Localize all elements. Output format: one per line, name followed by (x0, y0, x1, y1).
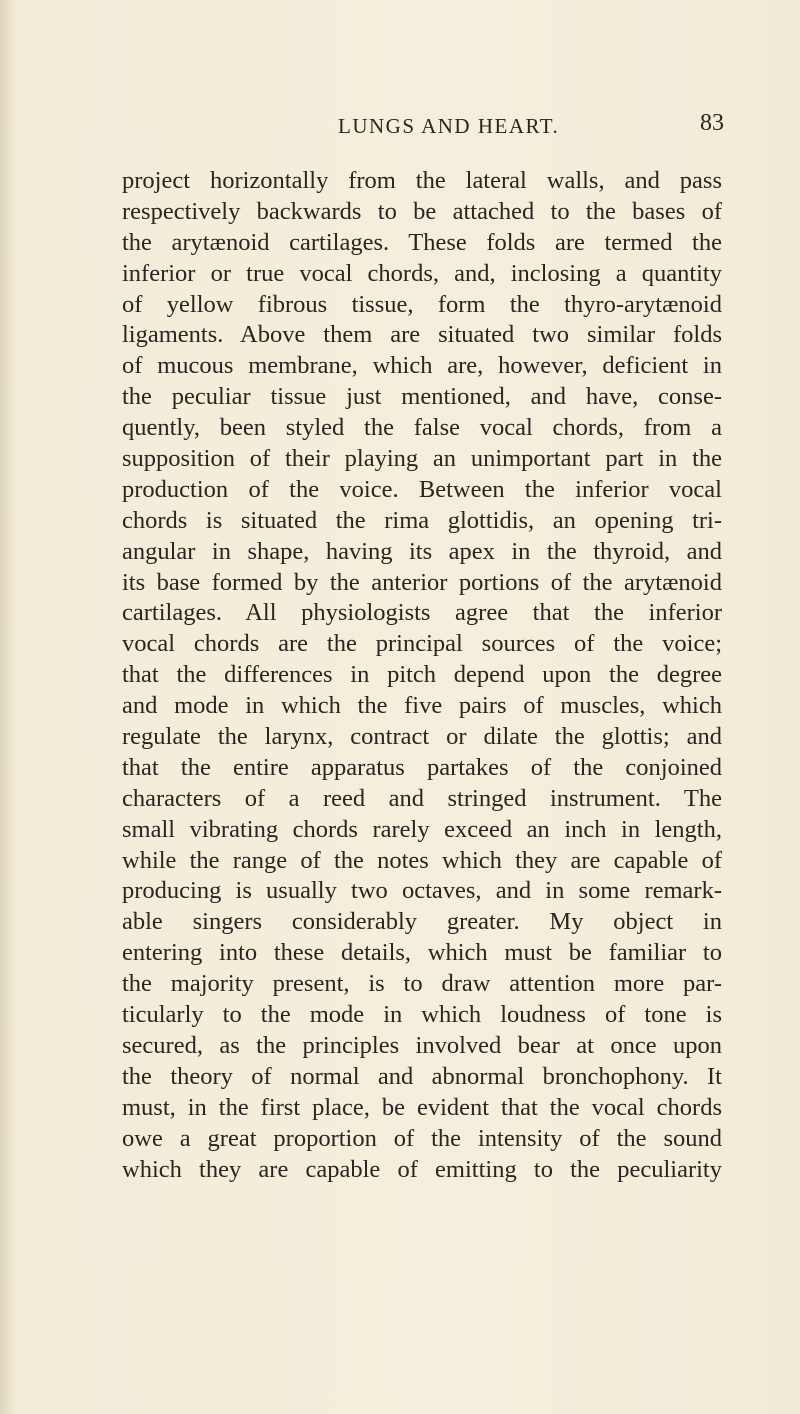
running-head (0, 88, 800, 138)
text-line: and mode in which the five pairs of muscles, which (122, 692, 722, 720)
text-line: respectively backwards to be attached to the bases of (122, 197, 722, 225)
text-line: of mucous membrane, which are, however, deficient in (122, 352, 722, 380)
text-line: ligaments. Above them are situated two similar folds (122, 321, 722, 349)
text-line: small vibrating chords rarely exceed an inch in length, (122, 815, 722, 843)
text-line: which they are capable of emitting to the peculiarity (122, 1155, 722, 1183)
gutter-shadow (0, 0, 14, 1414)
text-line: entering into these details, which must be familiar to (122, 939, 722, 967)
text-line: chords is situated the rima glottidis, an opening tri- (122, 506, 722, 534)
text-line: production of the voice. Between the inferior vocal (122, 475, 722, 503)
text-line: the peculiar tissue just mentioned, and have, conse- (122, 383, 722, 411)
running-head-title: LUNGS AND HEART. (338, 114, 560, 138)
text-line: that the differences in pitch depend upon the degree (122, 661, 722, 689)
text-line: ticularly to the mode in which loudness of tone is (122, 1001, 722, 1029)
text-line: must, in the first place, be evident that the vocal chords (122, 1093, 722, 1121)
text-line: while the range of the notes which they are capable of (122, 846, 722, 874)
text-line: secured, as the principles involved bear at once upon (122, 1031, 722, 1059)
text-line: vocal chords are the principal sources of the voice; (122, 630, 722, 658)
text-line: the theory of normal and abnormal bronchophony. It (122, 1062, 722, 1090)
body-text (122, 166, 722, 1185)
text-line: owe a great proportion of the intensity of the sound (122, 1124, 722, 1152)
text-line: its base formed by the anterior portions of the arytænoid (122, 568, 722, 596)
text-line: able singers considerably greater. My object in (122, 908, 722, 936)
text-line: quently, been styled the false vocal chords, from a (122, 414, 722, 442)
text-line: inferior or true vocal chords, and, inclosing a quantity (122, 259, 722, 287)
text-line: characters of a reed and stringed instrument. The (122, 784, 722, 812)
text-line: supposition of their playing an unimportant part in the (122, 445, 722, 473)
text-line: cartilages. All physiologists agree that the inferior (122, 599, 722, 627)
text-line: producing is usually two octaves, and in some remark- (122, 877, 722, 905)
text-line: of yellow fibrous tissue, form the thyro-arytænoid (122, 290, 722, 318)
text-line: project horizontally from the lateral walls, and pass (122, 167, 722, 194)
text-line: the arytænoid cartilages. These folds are termed the (122, 228, 722, 256)
text-line: regulate the larynx, contract or dilate the glottis; and (122, 723, 722, 751)
text-line: the majority present, is to draw attention more par- (122, 970, 722, 998)
text-line: that the entire apparatus partakes of the conjoined (122, 753, 722, 781)
page-number: 83 (700, 110, 724, 136)
text-line: angular in shape, having its apex in the thyroid, and (122, 537, 722, 565)
